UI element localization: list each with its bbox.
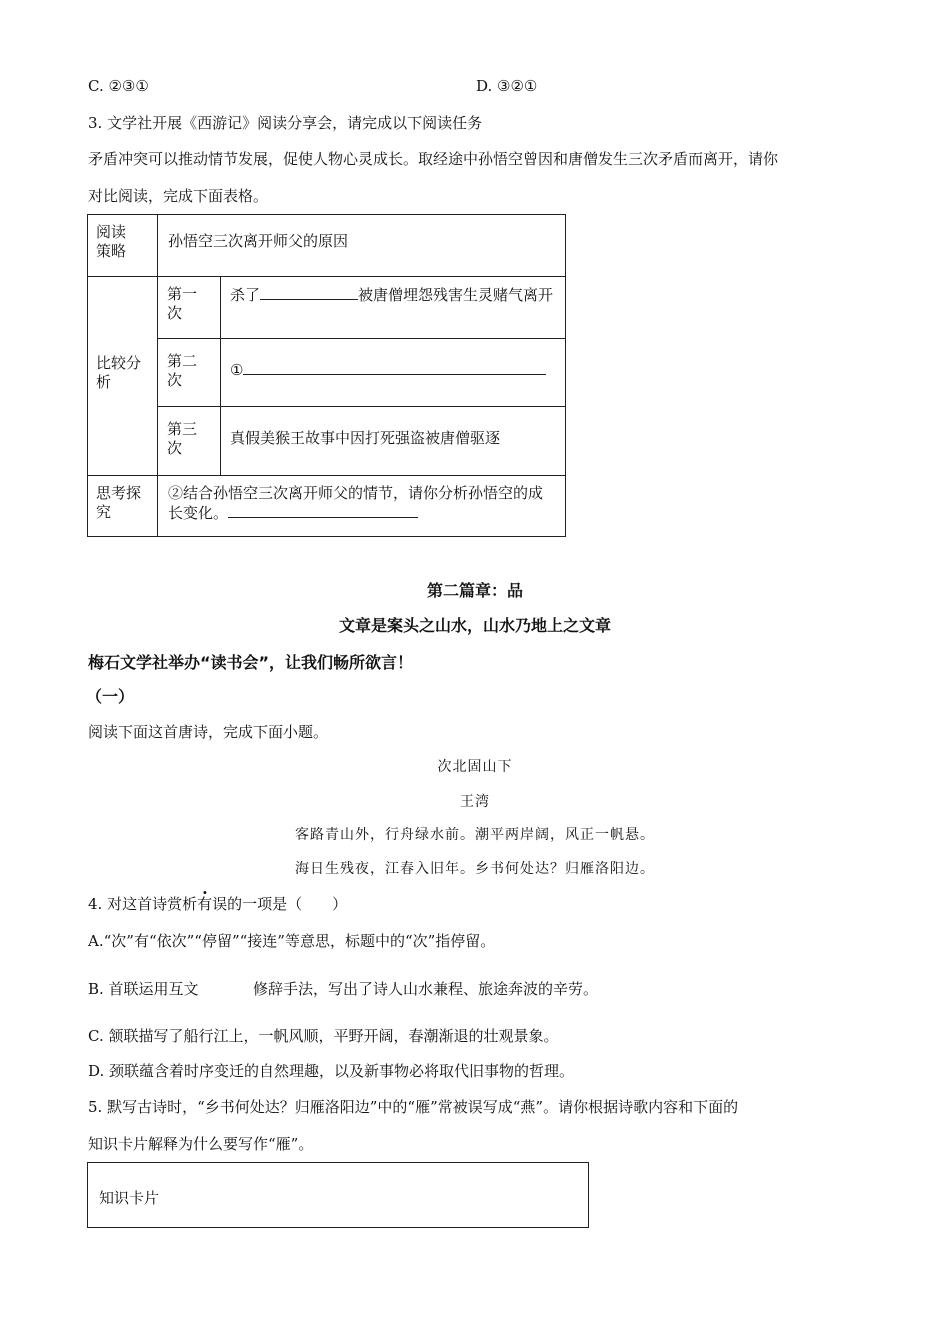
- q4-stem-prefix: 4. 对这首诗赏析: [88, 895, 198, 913]
- compare-label: 比较分析: [96, 354, 142, 391]
- think-label: 思考探究: [96, 484, 142, 521]
- knowledge-card: [87, 1162, 589, 1228]
- row2-blank[interactable]: [243, 360, 546, 375]
- q4-stem-emphasis: 有误: [197, 895, 228, 913]
- q5-line-1: 5. 默写古诗时，“乡书何处达？归雁洛阳边”中的“雁”常被误写成“燕”。请你根据诗歌内容和下面的: [88, 1098, 739, 1116]
- row1-text: [230, 285, 555, 305]
- knowledge-card-title: 知识卡片: [99, 1189, 160, 1207]
- poem-title: 次北固山下: [437, 759, 513, 775]
- reading-table: [87, 214, 566, 537]
- q4-stem-suffix: 的一项是（ ）: [227, 895, 348, 913]
- row1-prefix: 杀了: [230, 286, 261, 304]
- q3-intro-line1: 矛盾冲突可以推动情节发展，促使人物心灵成长。取经途中孙悟空曾因和唐僧发生三次矛盾而离开，请你: [88, 150, 779, 168]
- row3-label: 第三次: [167, 420, 198, 457]
- poem-line-1: 客路青山外，行舟绿水前。潮平两岸阔，风正一帆悬。: [295, 827, 655, 843]
- q4-option-b-part2: 修辞手法，写出了诗人山水兼程、旅途奔波的辛劳。: [253, 980, 599, 998]
- row2-text: [230, 360, 546, 380]
- row2-label: 第二次: [167, 352, 198, 389]
- q4-option-d: D. 颈联蕴含着时序变迁的自然理趣，以及新事物必将取代旧事物的哲理。: [88, 1062, 575, 1080]
- chapter-title: 第二篇章：品: [426, 581, 523, 600]
- think-text: [168, 484, 553, 523]
- q3-intro-line2: 对比阅读，完成下面表格。: [88, 187, 269, 205]
- row3-text: 真假美猴王故事中因打死强盗被唐僧驱逐: [230, 429, 501, 447]
- section-label: （一）: [86, 687, 135, 706]
- strategy-label: 阅读策略: [96, 223, 127, 260]
- option-d: D. ③②①: [476, 77, 538, 95]
- q4-option-c: C. 颔联描写了船行江上，一帆风顺，平野开阔，春潮渐退的壮观景象。: [88, 1027, 559, 1045]
- strategy-text: 孙悟空三次离开师父的原因: [168, 232, 349, 250]
- chapter-intro: 梅石文学社举办“读书会”，让我们畅所欲言！: [88, 653, 414, 672]
- row1-blank[interactable]: [260, 285, 358, 300]
- poem-instruction: 阅读下面这首唐诗，完成下面小题。: [88, 723, 329, 741]
- think-question: ②结合孙悟空三次离开师父的情节，请你分析孙悟空的成长变化。: [168, 484, 544, 522]
- chapter-subtitle: 文章是案头之山水，山水乃地上之文章: [338, 616, 611, 635]
- q4-option-a: A.“次”有“依次”“停留”“接连”等意思，标题中的“次”指停留。: [88, 932, 496, 950]
- q4-stem: [88, 893, 347, 914]
- poem-line-2: 海日生残夜，江春入旧年。乡书何处达？归雁洛阳边。: [295, 861, 655, 877]
- q4-option-b-part1: B. 首联运用互文: [88, 980, 199, 998]
- q5-line-2: 知识卡片解释为什么要写作“雁”。: [88, 1135, 314, 1153]
- poem-author: 王湾: [460, 794, 490, 810]
- row1-label: 第一次: [167, 285, 198, 322]
- row2-circle-one: ①: [230, 361, 244, 379]
- option-c: C. ②③①: [88, 77, 149, 95]
- q3-title: 3. 文学社开展《西游记》阅读分享会，请完成以下阅读任务: [88, 114, 483, 132]
- row1-suffix: 被唐僧埋怨残害生灵赌气离开: [358, 286, 554, 304]
- think-blank[interactable]: [228, 503, 418, 518]
